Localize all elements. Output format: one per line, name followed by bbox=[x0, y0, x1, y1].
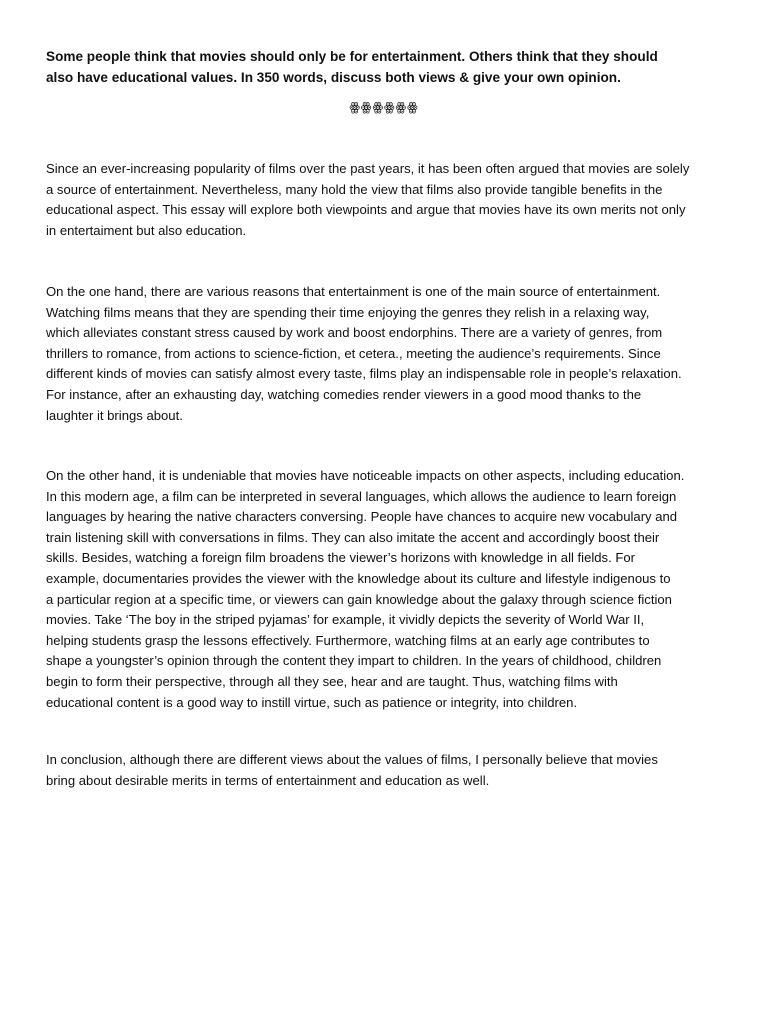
text-line: begin to form their perspective, through all they see, hear and are taught. Thus, watching films with bbox=[46, 673, 618, 689]
text-line: example, documentaries provides the viewer with the knowledge about its culture and lifestyle indigenous to bbox=[46, 570, 671, 586]
text-line: train listening skill with conversations in films. They can also imitate the accent and accordingly boost their bbox=[46, 529, 660, 545]
text-line: helping students grasp the lessons effectively. Furthermore, watching films at an early age contributes to bbox=[46, 632, 650, 648]
prompt-line: also have educational values. In 350 words, discuss both views & give your own opinion. bbox=[46, 70, 621, 85]
text-line: laughter it brings about. bbox=[46, 407, 183, 423]
text-line: In this modern age, a film can be interpreted in several languages, which allows the audience to learn foreign bbox=[46, 488, 677, 504]
paragraph-education bbox=[46, 466, 746, 713]
text-line: educational aspect. This essay will explore both viewpoints and argue that movies have its own merits not only bbox=[46, 202, 686, 218]
paragraph-introduction bbox=[46, 159, 746, 241]
text-line: in entertaiment but also education. bbox=[46, 222, 247, 238]
text-line: a source of entertainment. Nevertheless, many hold the view that films also provide tangible benefits in the bbox=[46, 181, 663, 197]
text-line: shape a youngster’s opinion through the content they impart to children. In the years of childhood, children bbox=[46, 653, 662, 669]
text-line: thrillers to romance, from actions to science-fiction, et cetera., meeting the audience’s requirements. Since bbox=[46, 345, 661, 361]
essay-prompt bbox=[46, 46, 736, 88]
text-line: Since an ever-increasing popularity of films over the past years, it has been often argued that movies are solely bbox=[46, 161, 690, 176]
text-line: bring about desirable merits in terms of entertainment and education as well. bbox=[46, 772, 490, 788]
text-line: movies. Take ‘The boy in the striped pyjamas’ for example, it vividly depicts the severity of World War II, bbox=[46, 612, 645, 628]
text-line: Watching films means that they are spending their time enjoying the genres they relish in a relaxing way, bbox=[46, 304, 650, 320]
text-line: For instance, after an exhausting day, watching comedies render viewers in a good mood thanks to the bbox=[46, 386, 642, 402]
text-line: languages by hearing the native characters conversing. People have chances to acquire new vocabulary and bbox=[46, 509, 678, 525]
ornament-divider: ꙮꙮꙮꙮꙮꙮ bbox=[349, 100, 419, 114]
text-line: different kinds of movies can satisfy almost every taste, films play an indispensable role in people’s relaxation. bbox=[46, 366, 682, 382]
paragraph-entertainment bbox=[46, 282, 746, 426]
text-line: On the one hand, there are various reasons that entertainment is one of the main source of entertainment. bbox=[46, 284, 661, 299]
text-line: skills. Besides, watching a foreign film broadens the viewer’s horizons with knowledge in all fields. For bbox=[46, 550, 636, 566]
paragraph-conclusion bbox=[46, 750, 746, 791]
text-line: educational content is a good way to instill virtue, such as patience or integrity, into children. bbox=[46, 694, 578, 710]
text-line: In conclusion, although there are different views about the values of films, I personally believe that movies bbox=[46, 752, 658, 767]
text-line: which alleviates constant stress caused by work and boost endorphins. There are a variety of genres, from bbox=[46, 325, 663, 341]
text-line: a particular region at a specific time, or viewers can gain knowledge about the galaxy through science fiction bbox=[46, 591, 672, 607]
text-line: On the other hand, it is undeniable that movies have noticeable impacts on other aspects, including education. bbox=[46, 468, 685, 483]
prompt-line: Some people think that movies should only be for entertainment. Others think that they should bbox=[46, 49, 658, 64]
